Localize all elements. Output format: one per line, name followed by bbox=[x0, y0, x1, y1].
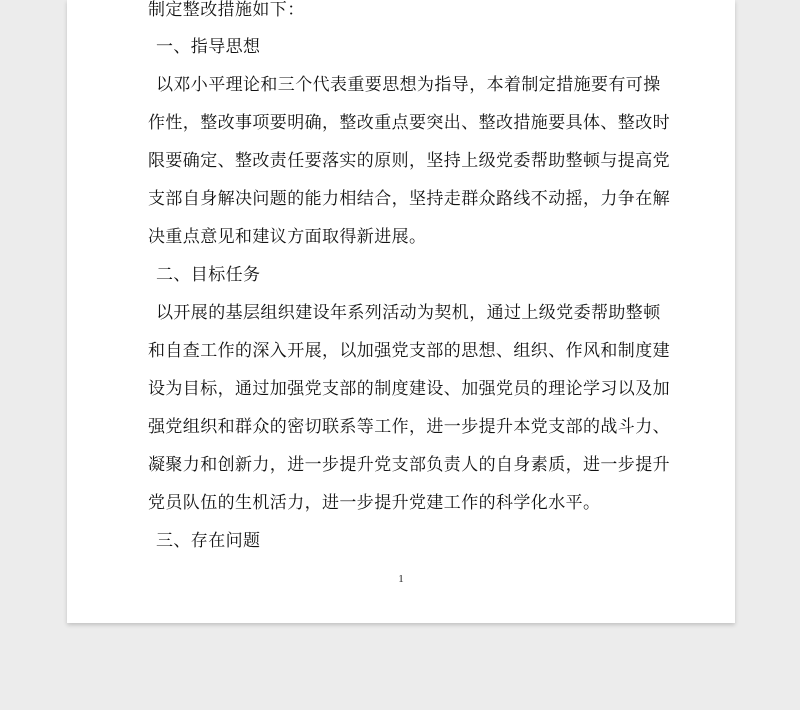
section-heading-goals: 二、目标任务 bbox=[156, 265, 261, 285]
paragraph-line: 作性，整改事项要明确，整改重点要突出、整改措施要具体、整改时 bbox=[148, 113, 670, 133]
paragraph-line: 设为目标，通过加强党支部的制度建设、加强党员的理论学习以及加 bbox=[148, 379, 670, 399]
paragraph-line: 支部自身解决问题的能力相结合，坚持走群众路线不动摇，力争在解 bbox=[148, 189, 670, 209]
section-heading-problems: 三、存在问题 bbox=[156, 531, 261, 551]
paragraph-line: 和自查工作的深入开展，以加强党支部的思想、组织、作风和制度建 bbox=[148, 341, 670, 361]
section-heading-guiding-thought: 一、指导思想 bbox=[156, 37, 261, 57]
paragraph-line: 凝聚力和创新力，进一步提升党支部负责人的自身素质，进一步提升 bbox=[148, 455, 670, 475]
paragraph-line: 限要确定、整改责任要落实的原则，坚持上级党委帮助整顿与提高党 bbox=[148, 151, 670, 171]
paragraph-line: 以邓小平理论和三个代表重要思想为指导，本着制定措施要有可操 bbox=[156, 75, 661, 95]
page-number: 1 bbox=[398, 573, 404, 585]
intro-line: 制定整改措施如下： bbox=[148, 0, 305, 20]
paragraph-line: 以开展的基层组织建设年系列活动为契机，通过上级党委帮助整顿 bbox=[156, 303, 661, 323]
paragraph-line: 强党组织和群众的密切联系等工作，进一步提升本党支部的战斗力、 bbox=[148, 417, 670, 437]
document-page bbox=[67, 0, 735, 623]
paragraph-line: 党员队伍的生机活力，进一步提升党建工作的科学化水平。 bbox=[148, 493, 601, 513]
paragraph-line: 决重点意见和建议方面取得新进展。 bbox=[148, 227, 427, 247]
